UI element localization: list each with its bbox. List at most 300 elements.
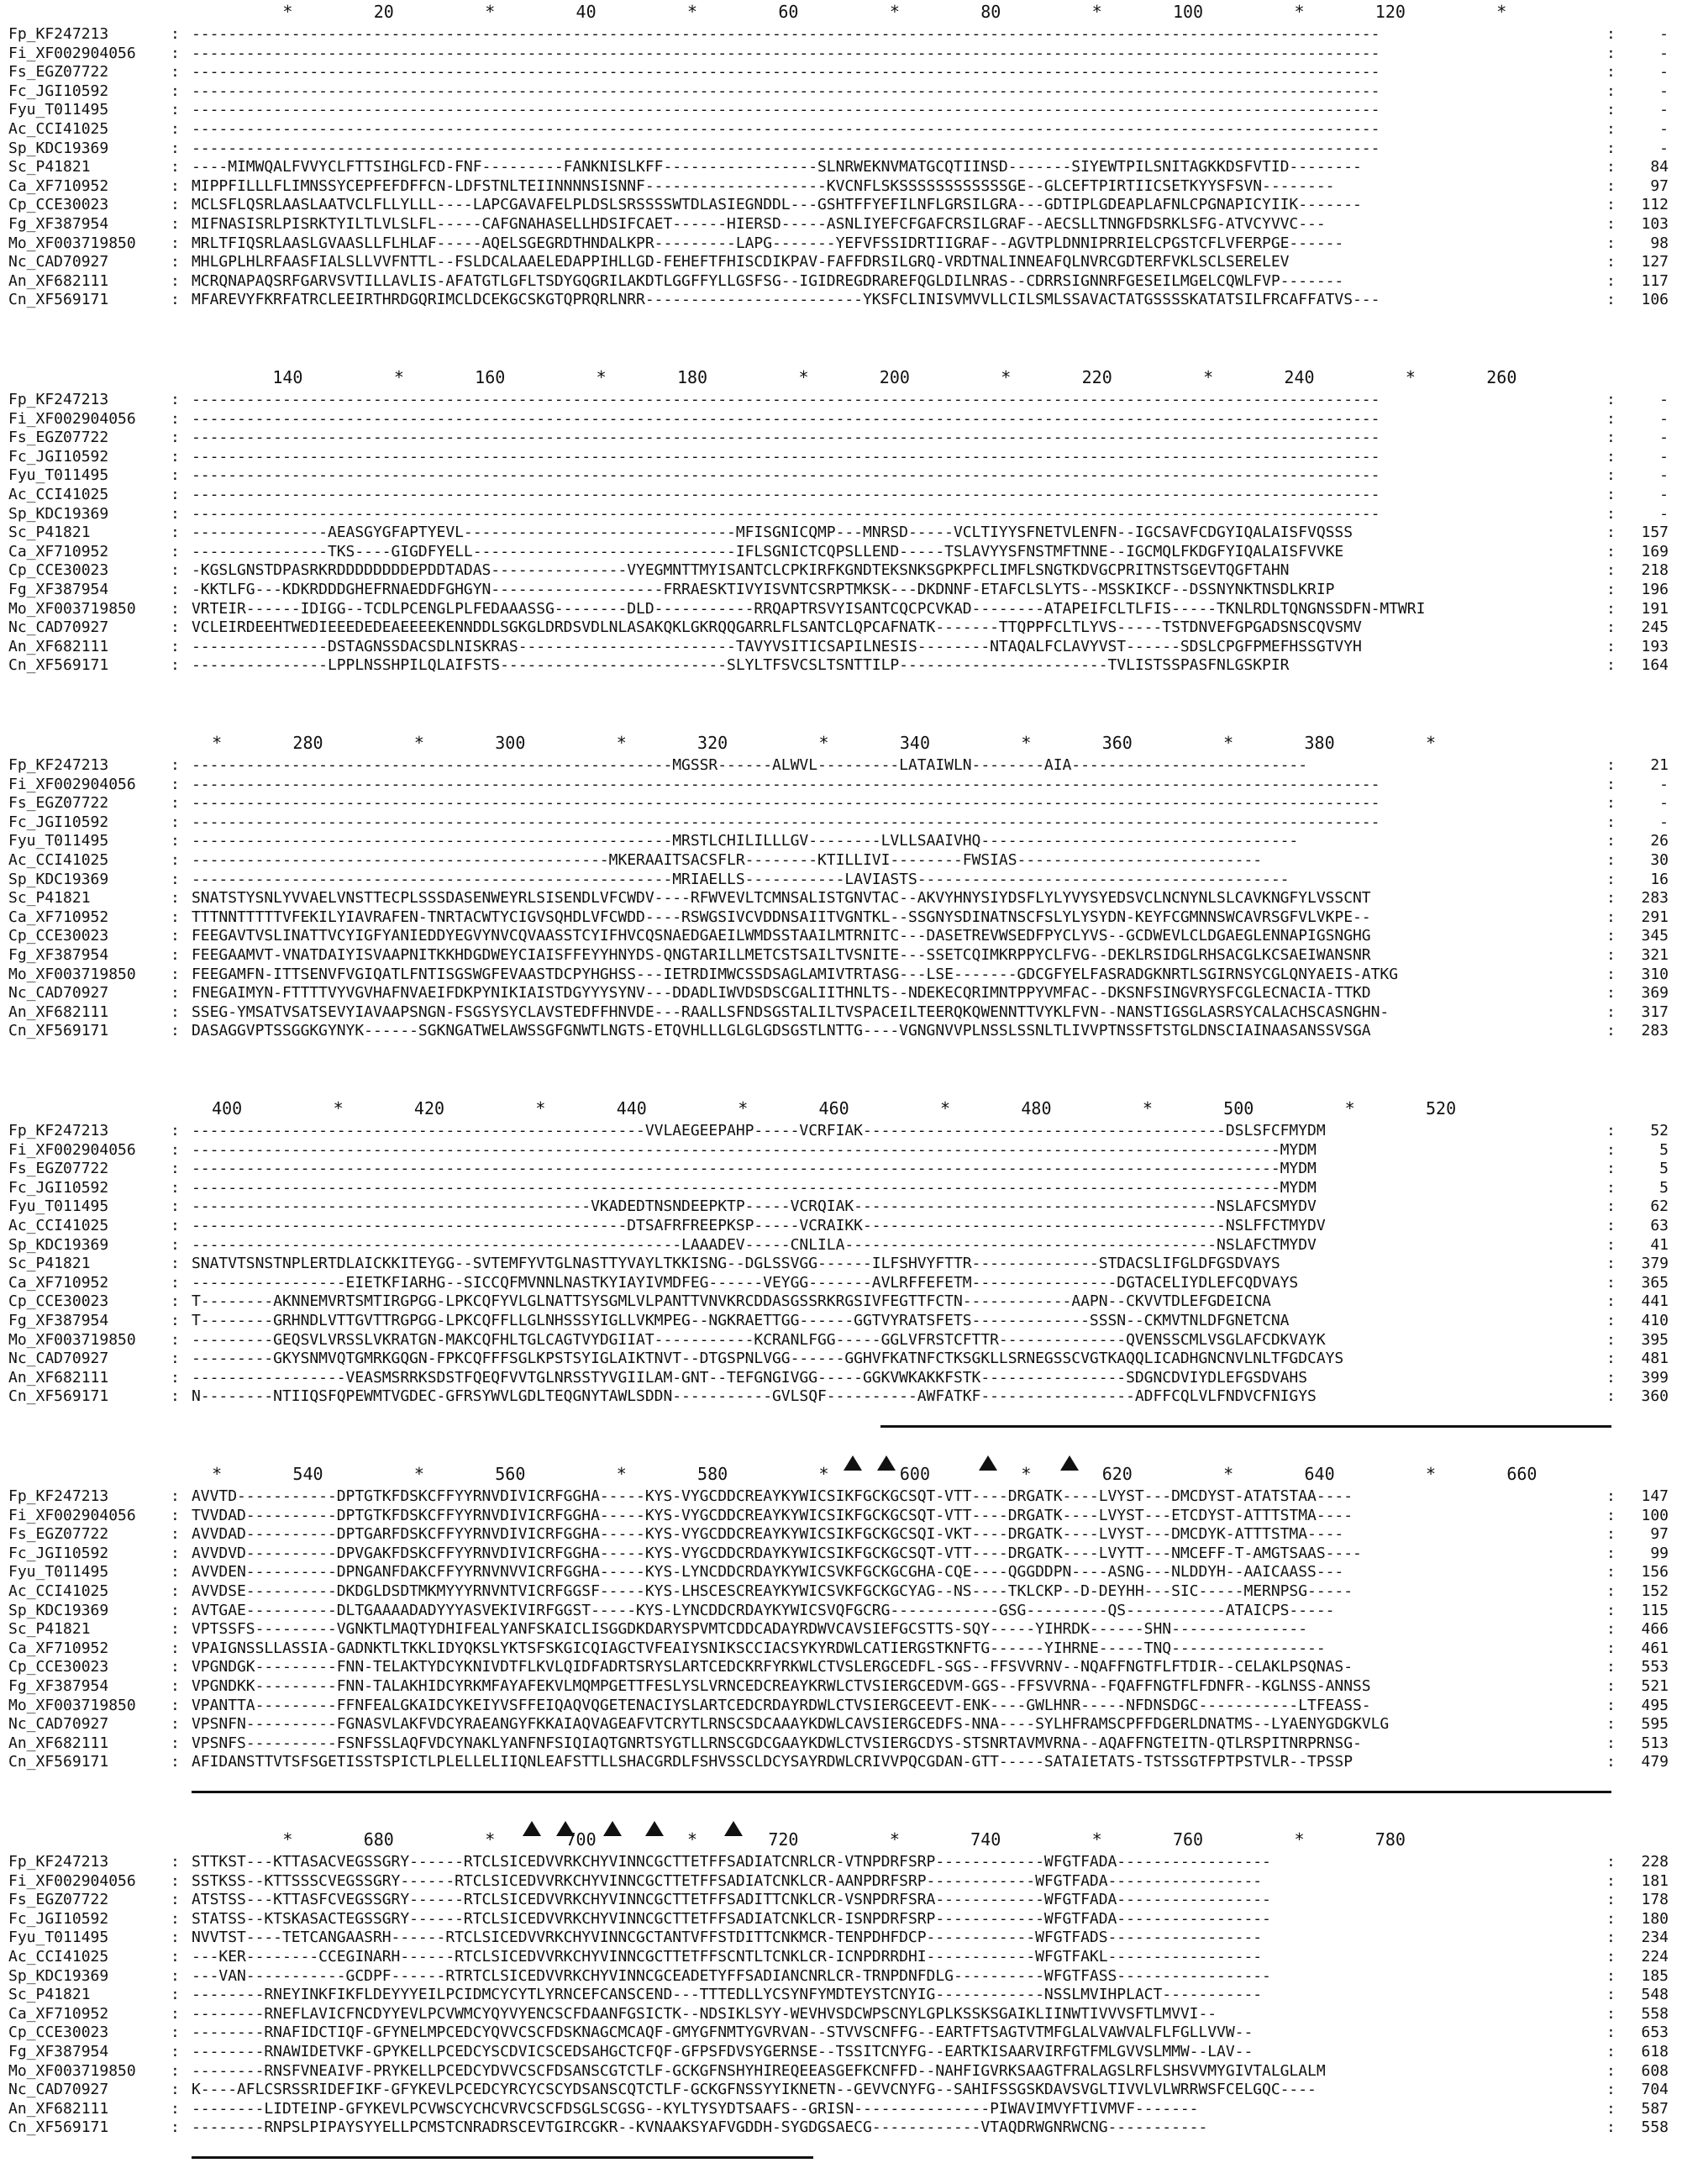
separator: : xyxy=(1606,1658,1616,1676)
residue-count: 193 xyxy=(1641,637,1669,655)
sequence-residues: N--------NTIIQSFQPEWMTVGDEC-GFRSYWVLGDLTEQGNYTAWLSDDN-----------GVLSQF----------AWFATKF-----------------ADFFCQLVLFNDVCFNIGYS xyxy=(192,1387,1317,1406)
sequence-residues: ----------------------------------------------------------------------------------------------------------------------------------- xyxy=(192,775,1380,793)
sequence-name: Ac_CCI41025 xyxy=(8,851,109,869)
separator: : xyxy=(1606,2043,1616,2060)
separator: : xyxy=(171,1506,180,1524)
sequence-residues: AVTGAE----------DLTGAAAADADYYYASVEKIVIRFGGST-----KYS-LYNCDDCRDAYKYWICSVQFGCRG------------GSG---------QS-----------ATAICPS----- xyxy=(192,1601,1335,1619)
sequence-residues: -KGSLGNSTDPASRKRDDDDDDDDEPDDTADAS---------------VYEGMNTTMYISANTCLCPKIRFKGNDTEKSNKSGPKPFCLIMFLSNGTKDVGCPRITNSTSGEVTQGFTAHN xyxy=(192,561,1290,580)
separator: : xyxy=(171,1487,180,1505)
separator: : xyxy=(1606,504,1616,523)
separator: : xyxy=(171,1217,180,1234)
sequence-row xyxy=(0,1891,1682,1909)
sequence-name: Ca_XF710952 xyxy=(8,1639,109,1657)
separator: : xyxy=(1606,1003,1616,1021)
separator: : xyxy=(171,139,180,157)
sequence-name: Fs_EGZ07722 xyxy=(8,1160,109,1178)
sequence-row xyxy=(0,1697,1682,1715)
separator: : xyxy=(171,908,180,926)
sequence-name: Fp_KF247213 xyxy=(8,1853,109,1871)
sequence-residues: -KKTLFG---KDKRDDDGHEFRNAEDDFGHGYN-------------------FRRAESKTIVYISVNTCSRPTMKSK---DKDNNF-ETAFCLSLYTS--MSSKIKCF--DSSNYNKTNSDLKRIP xyxy=(192,581,1335,598)
sequence-name: Cn_XF569171 xyxy=(8,1387,109,1406)
cysteine-marker-icon xyxy=(844,1455,862,1471)
sequence-name: Sc_P41821 xyxy=(8,524,91,542)
separator: : xyxy=(1606,908,1616,926)
sequence-row xyxy=(0,1929,1682,1947)
sequence-residues: T--------AKNNEMVRTSMTIRGPGG-LPKCQFYVLGLNATTSYSGMLVLPANTTVNVKRCDDASGSSRKRGSIVFEGTTFCTN------------AAPN--CKVVTDLEFGDEICNA xyxy=(192,1292,1271,1311)
sequence-residues: --------RNAFIDCTIQF-GFYNELMPCEDCYQVVCSCFDSKNAGCMCAQF-GMYGFNMTYGVRVAN--STVVSCNFFG--EARTFTSAGTVTMFGLALVAWVALFLFGLLVVW-- xyxy=(192,2023,1254,2042)
sequence-row xyxy=(0,215,1682,234)
residue-count: 548 xyxy=(1641,1986,1669,2004)
residue-count: 99 xyxy=(1650,1544,1669,1562)
separator: : xyxy=(1606,1487,1616,1505)
sequence-name: Cn_XF569171 xyxy=(8,1753,109,1771)
residue-count: 157 xyxy=(1641,524,1669,542)
sequence-residues: ----------------------------------------------------------------------------------------------------------------------------------- xyxy=(192,120,1380,138)
sequence-row xyxy=(0,581,1682,599)
residue-count: 196 xyxy=(1641,581,1669,598)
sequence-residues: STATSS--KTSKASACTEGSSGRY------RTCLSICEDVVRKCHYVINNCGCTTETFFSADIATCNKLCR-ISNPDRFSRP------------WFGTFADA----------------- xyxy=(192,1909,1271,1928)
sequence-row xyxy=(0,1160,1682,1178)
separator: : xyxy=(171,1639,180,1657)
sequence-name: Fyu_T011495 xyxy=(8,832,109,850)
sequence-row xyxy=(0,1545,1682,1563)
cysteine-marker-icon xyxy=(603,1821,622,1836)
sequence-residues: VPTSSFS---------VGNKTLMAQTYDHIFEALYANFSKAICLISGGDKDARYSPVMTCDDCADAYRDWVCAVSIEFGCSTTS-SQY-----YIHRDK------SHN--------------- xyxy=(192,1620,1308,1639)
separator: : xyxy=(171,158,180,176)
separator: : xyxy=(1606,1948,1616,1966)
residue-count: 704 xyxy=(1641,2081,1669,2099)
residue-count: 21 xyxy=(1650,756,1669,774)
separator: : xyxy=(171,271,180,290)
residue-count: 62 xyxy=(1650,1197,1669,1216)
domain-underline xyxy=(192,1791,1611,1793)
separator: : xyxy=(171,63,180,82)
separator: : xyxy=(1606,1312,1616,1329)
separator: : xyxy=(1606,561,1616,580)
sequence-residues: VPGNDGK---------FNN-TELAKTYDCYKNIVDTFLKVLQIDFADRTSRYSLARTCEDCKRFYRKWLCTVSLERGCEDFL-SGS--FFSVVRNV--NQAFFNGTFLFTDIR--CELAKLPSQNAS- xyxy=(192,1658,1353,1676)
separator: : xyxy=(171,1197,180,1216)
separator: : xyxy=(171,1255,180,1273)
separator: : xyxy=(1606,1506,1616,1524)
residue-count: 521 xyxy=(1641,1677,1669,1695)
separator: : xyxy=(171,1122,180,1139)
sequence-name: An_XF682111 xyxy=(8,1003,109,1021)
sequence-residues: ------------------------------------------------------------------------------------------------------------------------MYDM xyxy=(192,1140,1317,1159)
sequence-residues: TTTNNTTTTTVFEKILYIAVRAFEN-TNRTACWTYCIGVSQHDLVFCWDD----RSWGSIVCVDDNSAIITVGNTKL--SSGNYSDINATNSCFSLYLYSYDN-KEYFCGMNNSWCAVRSGFVLVKPE-- xyxy=(192,908,1371,926)
sequence-row xyxy=(0,234,1682,253)
residue-count: 26 xyxy=(1650,832,1669,850)
sequence-row xyxy=(0,756,1682,775)
residue-count: 112 xyxy=(1641,196,1669,214)
sequence-residues: ---VAN-----------GCDPF------RTRTCLSICEDVVRKCHYVINNCGCEADETYFFSADIANCNRLCR-TRNPDNFDLG----------WFGTFASS----------------- xyxy=(192,1966,1271,1985)
sequence-residues: FNEGAIMYN-FTTTTVYVGVHAFNVAEIFDKPYNIKIAISTDGYYYSYNV---DDADLIWVDSDSCGALIITHNLTS--NDEKECQRIMNTPPYVMFAC--DKSNFSINGVRYSFCGLECNACIA-TTKD xyxy=(192,984,1371,1003)
residue-count: - xyxy=(1659,486,1669,503)
sequence-residues: VPSNFN----------FGNASVLAKFVDCYRAEANGYFKKAIAQVAGEAFVTCRYTLRNSCSDCAAAYKDWLCAVSIERGCEDFS-NNA----SYLHFRAMSCPFFDGERLDNATMS--LYAENYGDGKVLG xyxy=(192,1715,1390,1734)
residue-count: 103 xyxy=(1641,215,1669,233)
position-ruler: 140 * 160 * 180 * 200 * 220 * 240 * 260 xyxy=(192,367,1517,387)
separator: : xyxy=(171,1235,180,1254)
residue-count: 164 xyxy=(1641,656,1669,675)
sequence-residues: ----------------------------------------------------------------------------------------------------------------------------------- xyxy=(192,794,1380,813)
separator: : xyxy=(171,656,180,675)
residue-count: 224 xyxy=(1641,1948,1669,1966)
sequence-row xyxy=(0,1639,1682,1658)
sequence-residues: AVVDSE----------DKDGLDSDTMKMYYYRNVNTVICRFGGSF-----KYS-LHSCESCREAYKYWICSVKFGCKGCYAG--NS----TKLCKP--D-DEYHH---SIC-----MERNPSG----- xyxy=(192,1582,1353,1600)
residue-count: - xyxy=(1659,82,1669,100)
sequence-row xyxy=(0,1217,1682,1235)
separator: : xyxy=(1606,1197,1616,1216)
separator: : xyxy=(1606,1620,1616,1639)
separator: : xyxy=(1606,1525,1616,1544)
separator: : xyxy=(1606,1544,1616,1562)
separator: : xyxy=(171,215,180,233)
sequence-residues: NVVTST----TETCANGAASRH------RTCLSICEDVVRKCHYVINNCGCTANTVFFSTDITTCNKMCR-TENPDHFDCP------------WFGTFADS----------------- xyxy=(192,1929,1263,1947)
residue-count: 317 xyxy=(1641,1003,1669,1021)
sequence-name: An_XF682111 xyxy=(8,637,109,655)
separator: : xyxy=(1606,1022,1616,1040)
sequence-name: Cp_CCE30023 xyxy=(8,196,109,214)
separator: : xyxy=(171,889,180,908)
separator: : xyxy=(1606,965,1616,983)
sequence-row xyxy=(0,429,1682,447)
sequence-residues: ----------------------------------------------------------------------------------------------------------------------------------- xyxy=(192,429,1380,447)
sequence-residues: ------------------------------------------------------------------------------------------------------------------------MYDM xyxy=(192,1160,1317,1178)
sequence-residues: ----------------------------------------------------------------------------------------------------------------------------------- xyxy=(192,25,1380,43)
separator: : xyxy=(1606,1273,1616,1292)
sequence-row xyxy=(0,101,1682,119)
sequence-row xyxy=(0,1122,1682,1140)
separator: : xyxy=(171,1929,180,1947)
separator: : xyxy=(1606,196,1616,214)
sequence-row xyxy=(0,1715,1682,1734)
domain-underline xyxy=(880,1425,1611,1428)
position-ruler: * 20 * 40 * 60 * 80 * 100 * 120 * xyxy=(192,2,1507,22)
separator: : xyxy=(171,1966,180,1985)
sequence-residues: SNATSTYSNLYVVAELVNSTTECPLSSSDASENWEYRLSISENDLVFCWDV----RFWVEVLTCMNSALISTGNVTAC--AKVYHNYSIYDSFLYLYVYSYEDSVCLNCNYNLSLCAVKNGFYLVSSCNT xyxy=(192,889,1371,908)
separator: : xyxy=(171,581,180,598)
sequence-name: Nc_CAD70927 xyxy=(8,253,109,271)
sequence-row xyxy=(0,272,1682,291)
separator: : xyxy=(1606,158,1616,176)
separator: : xyxy=(1606,542,1616,560)
separator: : xyxy=(1606,101,1616,119)
separator: : xyxy=(171,1330,180,1349)
separator: : xyxy=(171,1753,180,1771)
sequence-name: Fi_XF002904056 xyxy=(8,44,136,62)
separator: : xyxy=(171,1853,180,1871)
sequence-name: Fi_XF002904056 xyxy=(8,1140,136,1159)
separator: : xyxy=(171,196,180,214)
separator: : xyxy=(171,409,180,428)
sequence-row xyxy=(0,139,1682,158)
separator: : xyxy=(1606,851,1616,869)
sequence-residues: MHLGPLHLRFAASFIALSLLVVFNTTL--FSLDCALAAELEDAPPIHLLGD-FEHEFTFHISCDIKPAV-FAFFDRSILGRQ-VRDTNALINNEAFQLNVRCGDTERFVKLSCLSERELEV xyxy=(192,253,1290,271)
sequence-row xyxy=(0,543,1682,561)
separator: : xyxy=(1606,1563,1616,1581)
residue-count: 181 xyxy=(1641,1871,1669,1890)
separator: : xyxy=(171,1715,180,1734)
sequence-residues: --------RNSFVNEAIVF-PRYKELLPCEDCYDVVCSCFDSANSCGTCTLF-GCKGFNSHYHIREQEEASGEFKCNFFD--NAHFIGVRKSAAGTFRALAGSLRFLSHSVVMYGIVTALGLALM xyxy=(192,2061,1326,2080)
separator: : xyxy=(171,2118,180,2137)
sequence-residues: SNATVTSNSTNPLERTDLAICKKITEYGG--SVTEMFYVTGLNASTTYVAYLTKKISNG--DGLSSVGG------ILFSHVYFTTR--------------STDACSLIFGLDFGSDVAYS xyxy=(192,1255,1280,1273)
residue-count: 152 xyxy=(1641,1582,1669,1600)
separator: : xyxy=(1606,794,1616,813)
separator: : xyxy=(171,1003,180,1021)
sequence-residues: AFIDANSTTVTSFSGETISSTSPICTLPLELLELIIQNLEAFSTTLLSHACGRDLFSHVSSCLDCYSAYRDWLCRIVVPQCGDAN-GTT-----SATAIETATS-TSTSSGTFPTPSTVLR--TPSSP xyxy=(192,1753,1353,1771)
sequence-row xyxy=(0,1872,1682,1891)
residue-count: 63 xyxy=(1650,1217,1669,1234)
residue-count: 310 xyxy=(1641,965,1669,983)
sequence-row xyxy=(0,158,1682,176)
sequence-name: Fg_XF387954 xyxy=(8,1312,109,1329)
residue-count: 283 xyxy=(1641,889,1669,908)
sequence-name: Ca_XF710952 xyxy=(8,1273,109,1292)
sequence-residues: AVVDAD----------DPTGARFDSKCFFYYRNVDIVICRFGGHA-----KYS-VYGCDDCREAYKYWICSIKFGCKGCSQI-VKT----DRGATK----LVYST---DMCDYK-ATTTSTMA---- xyxy=(192,1525,1344,1544)
separator: : xyxy=(171,120,180,138)
sequence-name: Sp_KDC19369 xyxy=(8,1966,109,1985)
sequence-row xyxy=(0,466,1682,485)
sequence-row xyxy=(0,1986,1682,2004)
sequence-residues: --------RNEYINKFIKFLDEYYYEILPCIDMCYCYTLYRNCEFCANSCEND---TTTEDLLYCSYNFYMDTEYSTCNYIG------------NSSLMVIHPLACT----------- xyxy=(192,1986,1263,2004)
separator: : xyxy=(1606,82,1616,100)
sequence-name: Fg_XF387954 xyxy=(8,946,109,964)
sequence-name: Cp_CCE30023 xyxy=(8,2023,109,2042)
sequence-residues: AVVDVD----------DPVGAKFDSKCFFYYRNVDIVICRFGGHA-----KYS-VYGCDDCRDAYKYWICSIKFGCKGCSQT-VTT----DRGATK----LVYTT---NMCEFF-T-AMGTSAAS---- xyxy=(192,1544,1362,1562)
sequence-row xyxy=(0,410,1682,429)
residue-count: 587 xyxy=(1641,2099,1669,2118)
sequence-row xyxy=(0,1274,1682,1292)
sequence-name: Fg_XF387954 xyxy=(8,581,109,598)
separator: : xyxy=(171,1525,180,1544)
residue-count: 618 xyxy=(1641,2043,1669,2060)
separator: : xyxy=(1606,1871,1616,1890)
separator: : xyxy=(1606,756,1616,774)
residue-count: 169 xyxy=(1641,542,1669,560)
sequence-residues: --------LIDTEINP-GFYKEVLPCVWSCYCHCVRVCSCFDSGLSCGSG--KYLTYSYDTSAAFS--GRISN---------------PIWAVIMVYFTIVMVF------- xyxy=(192,2099,1199,2118)
sequence-name: Fc_JGI10592 xyxy=(8,82,109,100)
sequence-row xyxy=(0,1677,1682,1696)
separator: : xyxy=(171,101,180,119)
cysteine-marker-icon xyxy=(1060,1455,1079,1471)
sequence-row xyxy=(0,1369,1682,1387)
separator: : xyxy=(171,618,180,637)
separator: : xyxy=(171,1948,180,1966)
residue-count: 399 xyxy=(1641,1368,1669,1387)
sequence-row xyxy=(0,794,1682,813)
sequence-name: Fyu_T011495 xyxy=(8,101,109,119)
separator: : xyxy=(1606,291,1616,309)
sequence-residues: ----------------------------------------------------------------------------------------------------------------------------------- xyxy=(192,486,1380,503)
sequence-residues: ----------------------------------------------------------------------------------------------------------------------------------- xyxy=(192,101,1380,119)
sequence-name: Fp_KF247213 xyxy=(8,25,109,43)
residue-count: - xyxy=(1659,429,1669,447)
sequence-residues: ----------------------------------------------------------------------------------------------------------------------------------- xyxy=(192,391,1380,408)
residue-count: - xyxy=(1659,139,1669,157)
residue-count: - xyxy=(1659,409,1669,428)
cysteine-marker-icon xyxy=(877,1455,896,1471)
sequence-name: An_XF682111 xyxy=(8,1368,109,1387)
separator: : xyxy=(171,486,180,503)
separator: : xyxy=(1606,2004,1616,2023)
separator: : xyxy=(171,1871,180,1890)
sequence-name: Sp_KDC19369 xyxy=(8,1235,109,1254)
separator: : xyxy=(1606,775,1616,793)
residue-count: 115 xyxy=(1641,1601,1669,1619)
sequence-residues: AVVDEN----------DPNGANFDAKCFFYYRNVNVVICRFGGHA-----KYS-LYNCDDCRDAYKYWICSVKFGCKGCGHA-CQE----QGGDDPN----ASNG---NLDDYH--AAICAASS--- xyxy=(192,1563,1344,1581)
sequence-residues: VCLEIRDEEHTWEDIEEEDEDEAEEEEKENNDDLSGKGLDRDSVDLNLASAKQKLGKRQQGARRLFLSANTCLQPCAFNATK-------TTQPPFCLTLYVS-----TSTDNVEFGPGADSNSCQVSMV xyxy=(192,618,1362,637)
separator: : xyxy=(171,429,180,447)
position-ruler: * 280 * 300 * 320 * 340 * 360 * 380 * xyxy=(192,733,1437,753)
separator: : xyxy=(171,504,180,523)
sequence-row xyxy=(0,2100,1682,2118)
residue-count: 461 xyxy=(1641,1639,1669,1657)
separator: : xyxy=(171,1620,180,1639)
sequence-residues: VRTEIR------IDIGG--TCDLPCENGLPLFEDAAASSG--------DLD-----------RRQAPTRSVYISANTCQCPCVKAD--------ATAPEIFCLTLFIS-----TKNLRDLTQNGNSSDFN-MTWRI xyxy=(192,599,1426,618)
cysteine-marker-icon xyxy=(523,1821,541,1836)
separator: : xyxy=(171,927,180,945)
separator: : xyxy=(171,1292,180,1311)
residue-count: 5 xyxy=(1659,1140,1669,1159)
separator: : xyxy=(1606,889,1616,908)
separator: : xyxy=(1606,637,1616,655)
sequence-name: Fc_JGI10592 xyxy=(8,813,109,831)
sequence-name: Fyu_T011495 xyxy=(8,1929,109,1947)
sequence-row xyxy=(0,1525,1682,1544)
residue-count: 441 xyxy=(1641,1292,1669,1311)
sequence-name: Sp_KDC19369 xyxy=(8,139,109,157)
position-ruler: 400 * 420 * 440 * 460 * 480 * 500 * 520 xyxy=(192,1098,1457,1118)
separator: : xyxy=(171,1582,180,1600)
separator: : xyxy=(1606,139,1616,157)
separator: : xyxy=(1606,63,1616,82)
separator: : xyxy=(171,1986,180,2004)
separator: : xyxy=(171,1891,180,1909)
separator: : xyxy=(171,870,180,888)
sequence-row xyxy=(0,813,1682,832)
separator: : xyxy=(1606,486,1616,503)
separator: : xyxy=(1606,1350,1616,1368)
separator: : xyxy=(171,1140,180,1159)
sequence-name: Fc_JGI10592 xyxy=(8,1544,109,1562)
residue-count: 245 xyxy=(1641,618,1669,637)
separator: : xyxy=(1606,25,1616,43)
sequence-row xyxy=(0,618,1682,637)
separator: : xyxy=(1606,1715,1616,1734)
sequence-residues: ----MIMWQALFVVYCLFTTSIHGLFCD-FNF---------FANKNISLKFF-----------------SLNRWEKNVMATGCQTIINSD-------SIYEWTPILSNITAGKKDSFVTID-------- xyxy=(192,158,1362,176)
residue-count: - xyxy=(1659,466,1669,485)
sequence-residues: ---KER--------CCEGINARH------RTCLSICEDVVRKCHYVINNCGCTTETFFSCNTLTCNKLCR-ICNPDRRDHI------------WFGTFAKL----------------- xyxy=(192,1948,1263,1966)
sequence-residues: ------------------------------------------------------LAAADEV-----CNLILA-----------------------------------------NSLAFCTMYDV xyxy=(192,1235,1317,1254)
sequence-row xyxy=(0,927,1682,945)
sequence-row xyxy=(0,2005,1682,2023)
sequence-name: Fs_EGZ07722 xyxy=(8,63,109,82)
sequence-residues: ---------------TKS----GIGDFYELL-----------------------------IFLSGNICTCQPSLLEND-----TSLAVYYSFNSTMFTNNE--IGCMQLFKDGFYIQALAISFVVKE xyxy=(192,542,1344,560)
sequence-residues: --------------------------------------------VKADEDTNSNDEEPKTP-----VCRQIAK----------------------------------------NSLAFCSMYDV xyxy=(192,1197,1317,1216)
sequence-name: Cp_CCE30023 xyxy=(8,1292,109,1311)
separator: : xyxy=(171,1544,180,1562)
residue-count: 410 xyxy=(1641,1312,1669,1329)
separator: : xyxy=(171,1658,180,1676)
sequence-row xyxy=(0,25,1682,44)
sequence-name: Nc_CAD70927 xyxy=(8,984,109,1003)
sequence-residues: FEEGAMFN-ITTSENVFVGIQATLFNTISGSWGFEVAASTDCPYHGHSS---IETRDIMWCSSDSAGLAMIVTRTASG---LSE-------GDCGFYELFASRADGKNRTLSGIRNSYCGLQNYAEIS-ATKG xyxy=(192,965,1398,983)
separator: : xyxy=(1606,1601,1616,1619)
sequence-row xyxy=(0,1582,1682,1601)
sequence-row xyxy=(0,196,1682,214)
sequence-name: Nc_CAD70927 xyxy=(8,2081,109,2099)
sequence-residues: -----------------EIETKFIARHG--SICCQFMVNNLNASTKYIAYIVMDFEG------VEYGG-------AVLRFFEFETM----------------DGTACELIYDLEFCQDVAYS xyxy=(192,1273,1299,1292)
sequence-name: Cn_XF569171 xyxy=(8,656,109,675)
sequence-row xyxy=(0,2062,1682,2081)
residue-count: 345 xyxy=(1641,927,1669,945)
sequence-row xyxy=(0,966,1682,984)
sequence-name: Cp_CCE30023 xyxy=(8,927,109,945)
separator: : xyxy=(171,524,180,542)
sequence-name: Fg_XF387954 xyxy=(8,2043,109,2060)
separator: : xyxy=(1606,2081,1616,2099)
residue-count: 156 xyxy=(1641,1563,1669,1581)
separator: : xyxy=(171,561,180,580)
residue-count: 41 xyxy=(1650,1235,1669,1254)
sequence-residues: --------RNAWIDETVKF-GPYKELLPCEDCYSCDVICSCEDSAHGCTCFQF-GFPSFDVSYGERNSE--TSSITCNYFG--EARTKISAARVIRFGTFMLGVVSLMMW--LAV-- xyxy=(192,2043,1254,2060)
sequence-row xyxy=(0,391,1682,409)
separator: : xyxy=(1606,234,1616,252)
sequence-name: Cp_CCE30023 xyxy=(8,561,109,580)
sequence-residues: MIFNASISRLPISRKTYILTLVLSLFL-----CAFGNAHASELLHDSIFCAET------HIERSD-----ASNLIYEFCFGAFCRSILGRAF--AECSLLTNNGFDSRKLSFG-ATVCYVVC--- xyxy=(192,215,1326,233)
sequence-residues: DASAGGVPTSSGGKGYNYK------SGKNGATWELAWSSGFGNWTLNGTS-ETQVHLLLGLGLGDSGSTLNTTG----VGNGNVVPLNSSLSSNLTLIVVPTNSSFTSTGLDNSCIAINAASANSSVSGA xyxy=(192,1022,1371,1040)
residue-count: 30 xyxy=(1650,851,1669,869)
separator: : xyxy=(1606,1966,1616,1985)
residue-count: 97 xyxy=(1650,176,1669,195)
residue-count: 481 xyxy=(1641,1350,1669,1368)
separator: : xyxy=(1606,927,1616,945)
sequence-residues: ------------------------------------------------------------------------------------------------------------------------MYDM xyxy=(192,1178,1317,1197)
separator: : xyxy=(1606,813,1616,831)
separator: : xyxy=(171,851,180,869)
sequence-residues: -----------------------------------------------------MRSTLCHILILLLGV--------LVLLSAAIVHQ----------------------------------- xyxy=(192,832,1299,850)
sequence-residues: --------RNPSLPIPAYSYYELLPCMSTCNRADRSCEVTGIRCGKR--KVNAAKSYAFVGDDH-SYGDGSAECG------------VTAQDRWGNRWCNG----------- xyxy=(192,2118,1208,2137)
sequence-name: Fi_XF002904056 xyxy=(8,1506,136,1524)
sequence-residues: VPGNDKK---------FNN-TALAKHIDCYRKMFAYAFEKVLMQMPGETTFESLYSLVRNCEDCREAYKRWLCTVSIERGCEDVM-GGS--FFSVVRNA--FQAFFNGTFLFDNFR--KGLNSS-ANNSS xyxy=(192,1677,1371,1695)
separator: : xyxy=(171,253,180,271)
separator: : xyxy=(1606,44,1616,62)
sequence-name: Fp_KF247213 xyxy=(8,1122,109,1139)
separator: : xyxy=(171,637,180,655)
sequence-name: An_XF682111 xyxy=(8,271,109,290)
residue-count: 97 xyxy=(1650,1525,1669,1544)
sequence-row xyxy=(0,851,1682,870)
separator: : xyxy=(1606,524,1616,542)
separator: : xyxy=(171,1022,180,1040)
sequence-residues: ---------------LPPLNSSHPILQLAIFSTS-------------------------SLYLTFSVCSLTSNTTILP-----------------------TVLISTSSPASFNLGSKPIR xyxy=(192,656,1290,675)
sequence-name: Fc_JGI10592 xyxy=(8,1178,109,1197)
separator: : xyxy=(171,1601,180,1619)
sequence-row xyxy=(0,1620,1682,1639)
residue-count: 283 xyxy=(1641,1022,1669,1040)
sequence-residues: STTKST---KTTASACVEGSSGRY------RTCLSICEDVVRKCHYVINNCGCTTETFFSADIATCNRLCR-VTNPDRFSRP------------WFGTFADA----------------- xyxy=(192,1853,1271,1871)
sequence-name: Sp_KDC19369 xyxy=(8,870,109,888)
sequence-row xyxy=(0,45,1682,63)
sequence-row xyxy=(0,505,1682,524)
sequence-name: Sc_P41821 xyxy=(8,1620,91,1639)
sequence-row xyxy=(0,871,1682,889)
sequence-name: Ac_CCI41025 xyxy=(8,120,109,138)
sequence-row xyxy=(0,1141,1682,1160)
sequence-row xyxy=(0,524,1682,542)
residue-count: - xyxy=(1659,391,1669,408)
sequence-row xyxy=(0,1022,1682,1040)
sequence-name: Ac_CCI41025 xyxy=(8,1948,109,1966)
